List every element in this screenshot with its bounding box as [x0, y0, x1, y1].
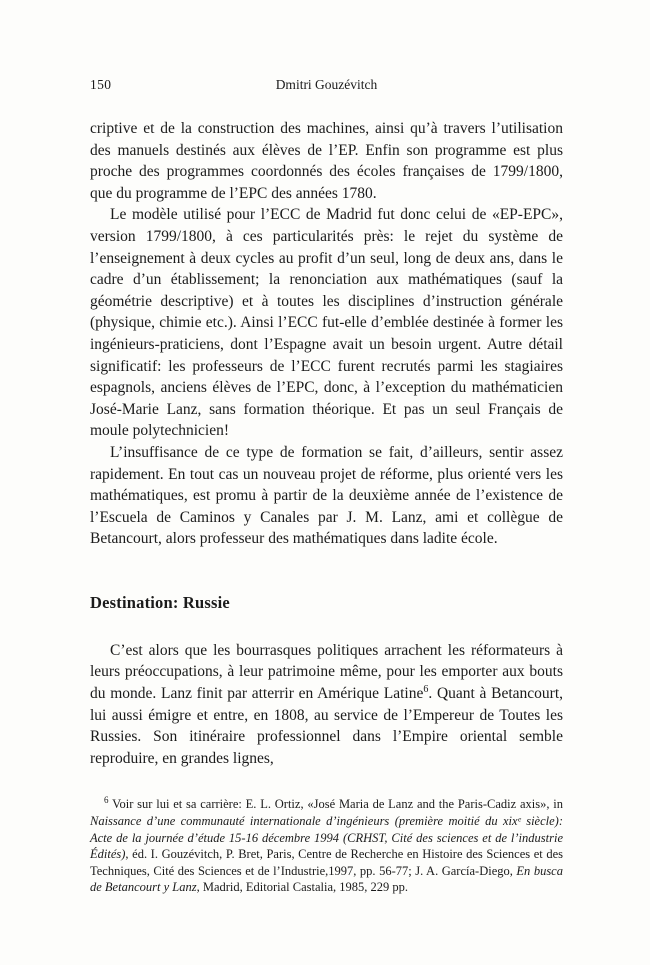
footnote-text: , éd. I. Gouzévitch, P. Bret, Paris, Centre de Recherche en Histoire des Sciences et des Techniques, Cité des Sciences et de l’Industrie,1997, pp. 56-77; J. A. García-Diego,	[90, 847, 563, 878]
body-paragraph-1: criptive et de la construction des machines, ainsi qu’à travers l’utilisation des manuels destinés aux élèves de l’EP. Enfin son programme est plus proche des programmes coordonnés des écoles françaises de 1799/1800, que du programme de l’EPC des années 1780.	[90, 120, 563, 202]
page-header	[90, 76, 563, 94]
footnote-marker: 6	[104, 795, 109, 806]
section-heading: Destination: Russie	[90, 592, 230, 612]
footnote-text-italic: En busca de Betancourt y Lanz	[90, 863, 563, 895]
footnote-text: , Madrid, Editorial Castalia, 1985, 229 pp.	[196, 880, 409, 895]
running-title: Dmitri Gouzévitch	[275, 77, 378, 92]
body-paragraph-2: Le modèle utilisé pour l’ECC de Madrid fut donc celui de «EP-EPC», version 1799/1800, à ces particularités près: le rejet du système de l’enseignement à deux cycles au profit d’un seul, long de deux ans, dans le cadre d’un établissement; la renonciation aux mathématiques (sauf la géométrie descriptive) et à toutes les disciplines d’instruction générale (physique, chimie etc.). Ainsi l’ECC fut-elle d’emblée destinée à former les ingénieurs-praticiens, dont l’Espagne avait un besoin urgent. Autre détail significatif: les professeurs de l’ECC furent recrutés parmi les stagiaires espagnols, anciens élèves de l’EPC, donc, à l’exception du mathématicien José-Marie Lanz, sans formation théorique. Et pas un seul Français de moule polytechnicien!	[90, 206, 563, 440]
body-paragraph-4	[90, 640, 563, 770]
paragraph-text: C’est alors que les bourrasques politiques arrachent les réformateurs à leurs préoccupations, à leur patrimoine même, pour les emporter aux bouts du monde. Lanz finit par atterrir en Amérique Latine	[90, 641, 563, 703]
body-paragraph-3: L’insuffisance de ce type de formation se fait, d’ailleurs, sentir assez rapidement. En tout cas un nouveau projet de réforme, plus orienté vers les mathématiques, est promu à partir de la deuxième année de l’existence de l’Escuela de Caminos y Canales par J. M. Lanz, ami et collègue de Betancourt, alors professeur des mathématiques dans ladite école.	[90, 443, 563, 548]
footnote-6	[90, 796, 563, 896]
page-number: 150	[90, 77, 112, 92]
footnote-text-italic: Naissance d’une communauté internationale d’ingénieurs (première moitié du xixᵉ siècle): Acte de la journée d’étude 15-16 décembre 1994 (CRHST, Cité des sciences et de l’industrie Édités)	[90, 814, 563, 862]
footnote-block	[90, 796, 563, 896]
footnote-reference: 6	[423, 683, 429, 695]
paragraph-text: . Quant à Betancourt, lui aussi émigre et entre, en 1808, au service de l’Empereur de Toutes les Russies. Son itinéraire professionnel dans l’Empire oriental semble reproduire, en grandes lignes,	[90, 685, 564, 767]
footnote-text: Voir sur lui et sa carrière: E. L. Ortiz, «José Maria de Lanz and the Paris-Cadiz axis», in	[108, 797, 563, 812]
